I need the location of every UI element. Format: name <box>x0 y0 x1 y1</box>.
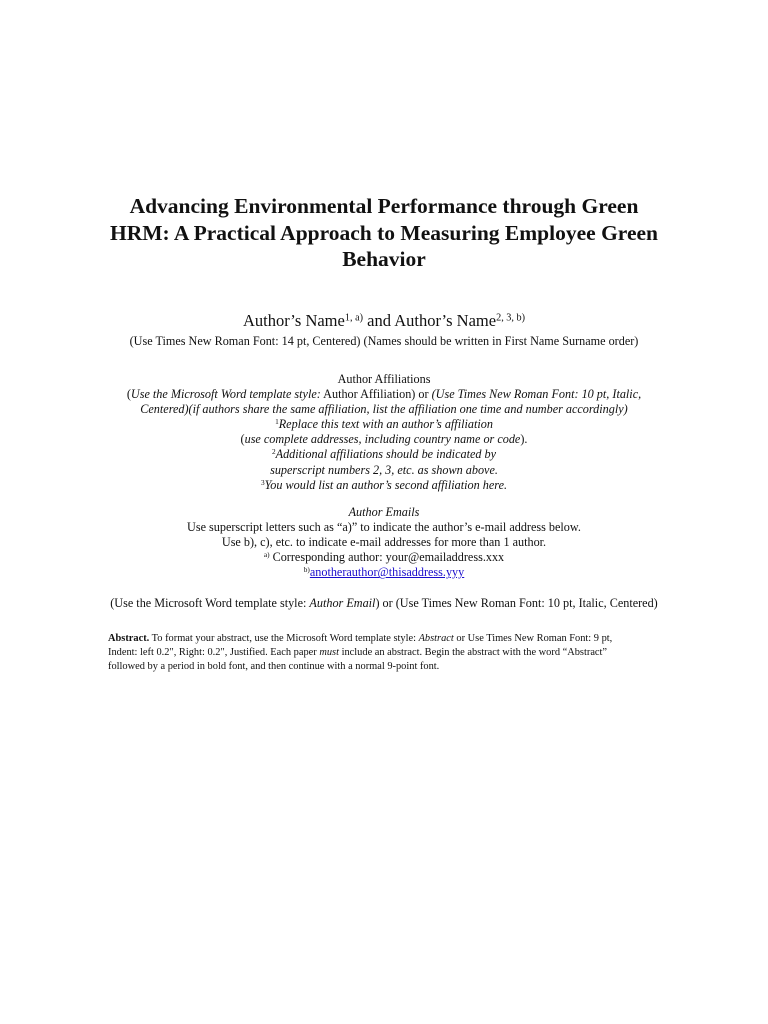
corresponding-email-text: Corresponding author: your@emailaddress.xxx <box>269 550 505 565</box>
author-names <box>60 311 708 331</box>
other-email-superscript: b) <box>303 565 310 575</box>
author-1-name: Author’s Name <box>242 311 345 330</box>
author-conjunction: and <box>363 311 395 330</box>
abstract-text-2: or Use Times New Roman Font: 9 pt, <box>453 633 613 644</box>
paper-title <box>80 193 688 273</box>
affiliation-2-number: 2 <box>271 447 276 457</box>
email-style-part-1: (Use the Microsoft Word template style: <box>110 596 310 610</box>
affiliation-style-italic: Use the Microsoft Word template style: <box>130 387 321 402</box>
affiliation-item-1-sub <box>40 432 728 447</box>
affiliation-item-1 <box>40 417 728 432</box>
abstract-label: Abstract. <box>108 633 150 644</box>
affiliation-item-2 <box>40 447 728 462</box>
affiliation-style-paren: ( <box>126 387 131 402</box>
emails-block <box>40 505 728 580</box>
affiliation-3-text: You would list an author’s second affiliation here. <box>264 477 508 492</box>
abstract-text-1: To format your abstract, use the Microsoft Word template style: <box>149 633 419 644</box>
affiliation-item-2-sub: superscript numbers 2, 3, etc. as shown above. <box>270 462 498 477</box>
affiliation-1-text: Replace this text with an author’s affiliation <box>278 417 493 432</box>
affiliation-style-plain: Author Affiliation) or <box>320 387 432 402</box>
corresponding-email-line <box>40 550 728 565</box>
abstract-line-3: followed by a period in bold font, and then continue with a normal 9-point font. <box>108 661 440 673</box>
affiliation-3-number: 3 <box>260 477 265 487</box>
emails-heading: Author Emails <box>348 505 420 519</box>
emails-instruction-1: Use superscript letters such as “a)” to indicate the author’s e-mail address below. <box>187 520 581 535</box>
affiliation-2-text: Additional affiliations should be indicated by <box>275 447 497 462</box>
author-format-note <box>40 334 728 349</box>
title-line-3: Behavior <box>342 247 426 271</box>
abstract-italic-must: must <box>319 647 339 659</box>
affiliation-item-3 <box>40 478 728 493</box>
abstract-line-1 <box>108 632 660 646</box>
affiliation-style-line <box>40 387 728 402</box>
other-email-link[interactable]: anotherauthor@thisaddress.yyy <box>309 565 465 580</box>
affiliations-heading: Author Affiliations <box>337 372 431 386</box>
affiliation-style-italic-2: (Use Times New Roman Font: 10 pt, Italic, <box>431 387 642 402</box>
email-style-italic: Author Email <box>309 596 376 610</box>
affiliation-1-sub-italic: use complete addresses, including country name or code <box>244 432 521 447</box>
author-1-superscript: 1, a) <box>344 312 364 324</box>
abstract-text-3: Indent: left 0.2", Right: 0.2", Justified. Each paper <box>108 647 320 659</box>
author-format-note-text: (Use Times New Roman Font: 14 pt, Centered) (Names should be written in First Name Surname order) <box>129 334 639 348</box>
other-email-line <box>40 565 728 580</box>
abstract-line-2 <box>108 646 660 660</box>
emails-instruction-2: Use b), c), etc. to indicate e-mail addresses for more than 1 author. <box>221 535 547 550</box>
affiliation-1-sub-close: ). <box>520 432 528 447</box>
affiliation-1-sub-paren: ( <box>240 432 245 447</box>
abstract-paragraph <box>108 632 660 674</box>
affiliation-style-line-2: Centered)(if authors share the same affiliation, list the affiliation one time and number accordingly) <box>140 402 628 417</box>
email-style-part-2: ) or (Use Times New Roman Font: 10 pt, Italic, Centered) <box>375 596 658 610</box>
title-line-1: Advancing Environmental Performance through Green <box>129 194 639 218</box>
corresponding-email-superscript: a) <box>263 550 270 560</box>
email-style-line <box>40 596 728 611</box>
author-2-name: Author’s Name <box>394 311 497 330</box>
affiliation-1-number: 1 <box>275 417 279 427</box>
author-2-superscript: 2, 3, b) <box>496 312 526 324</box>
affiliations-block <box>40 372 728 493</box>
abstract-italic-style: Abstract <box>418 633 454 644</box>
title-line-2: HRM: A Practical Approach to Measuring Employee Green <box>110 220 658 245</box>
abstract-text-4: include an abstract. Begin the abstract with the word “Abstract” <box>339 647 608 659</box>
email-style-note <box>40 596 728 611</box>
